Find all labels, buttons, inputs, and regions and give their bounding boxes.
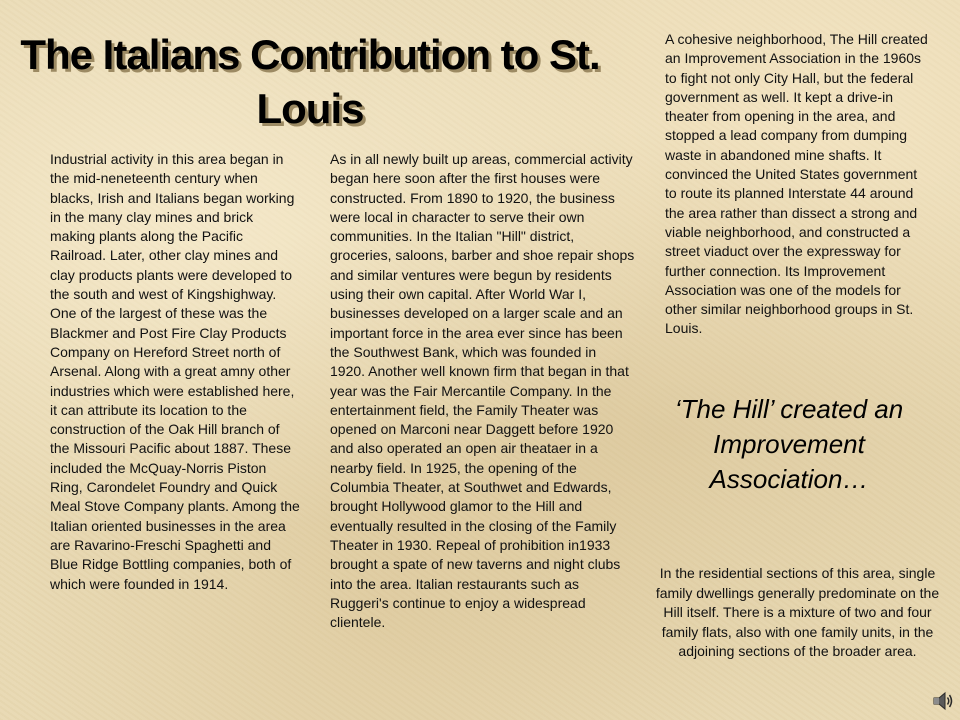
speaker-icon[interactable] [932, 690, 954, 712]
page-title: The Italians Contribution to St. Louis [20, 31, 600, 132]
text-column-commercial: As in all newly built up areas, commercial activity began here soon after the first houses were constructed. From 1890 to 1920, the business were local in character to serve their own communities. In the Italian "Hill" district, groceries, saloons, barber and shoe repair shops and similar ventures were begun by residents using their own capital. After World War I, businesses developed on a larger scale and an important force in the area ever since has been the Southwest Bank, which was founded in 1920. Another well known firm that began in that year was the Fair Mercantile Company. In the entertainment field, the Family Theater was opened on Marconi near Daggett before 1920 and also operated an open air theataer in a nearby field. In 1925, the opening of the Columbia Theater, at Southwet and Edwards, brought Hollywood glamor to the Hill and eventually resulted in the closing of the Family Theater in 1930. Repeal of prohibition in1933 brought a spate of new taverns and night clubs into the area. Italian restaurants such as Ruggeri's continue to enjoy a widespread clientele. [330, 151, 635, 631]
text-column-improvement-association: A cohesive neighborhood, The Hill created an Improvement Association in the 1960s to fight not only City Hall, but the federal government as well. It kept a drive-in theater from opening in the area, and stopped a lead company from dumping waste in abandoned mine shafts. It convinced the United States government to route its planned Interstate 44 around the area rather than dissect a strong and viable neighborhood, and constructed a street viaduct over the expressway for further connection. Its Improvement Association was one of the models for other similar neighborhood groups in St. Louis. [665, 31, 928, 337]
text-column-industrial: Industrial activity in this area began in the mid-neneteenth century when blacks, Irish and Italians began working in the many clay mines and brick making plants along the Pacific Railroad. Later, other clay mines and clay products plants were developed to the south and west of Kingshighway. One of the largest of these was the Blackmer and Post Fire Clay Products Company on Hereford Street north of Arsenal. Along with a great amny other industries which were established here, it can attribute its location to the construction of the Oak Hill branch of the Missouri Pacific about 1887. These included the McQuay-Norris Piston Ring, Carondelet Foundry and Quick Meal Stove Company plants. Among the Italian oriented businesses in the area are Ravarino-Freschi Spaghetti and Blue Ridge Bottling companies, both of which were founded in 1914. [50, 151, 300, 592]
text-column-residential: In the residential sections of this area, single family dwellings generally predominate on the Hill itself. There is a mixture of two and four family flats, also with one family units, in the adjoining sections of the broader area. [655, 565, 940, 659]
speaker-icon-graphic [932, 690, 954, 712]
callout-quote: ‘The Hill’ created an Improvement Association… [674, 394, 904, 494]
